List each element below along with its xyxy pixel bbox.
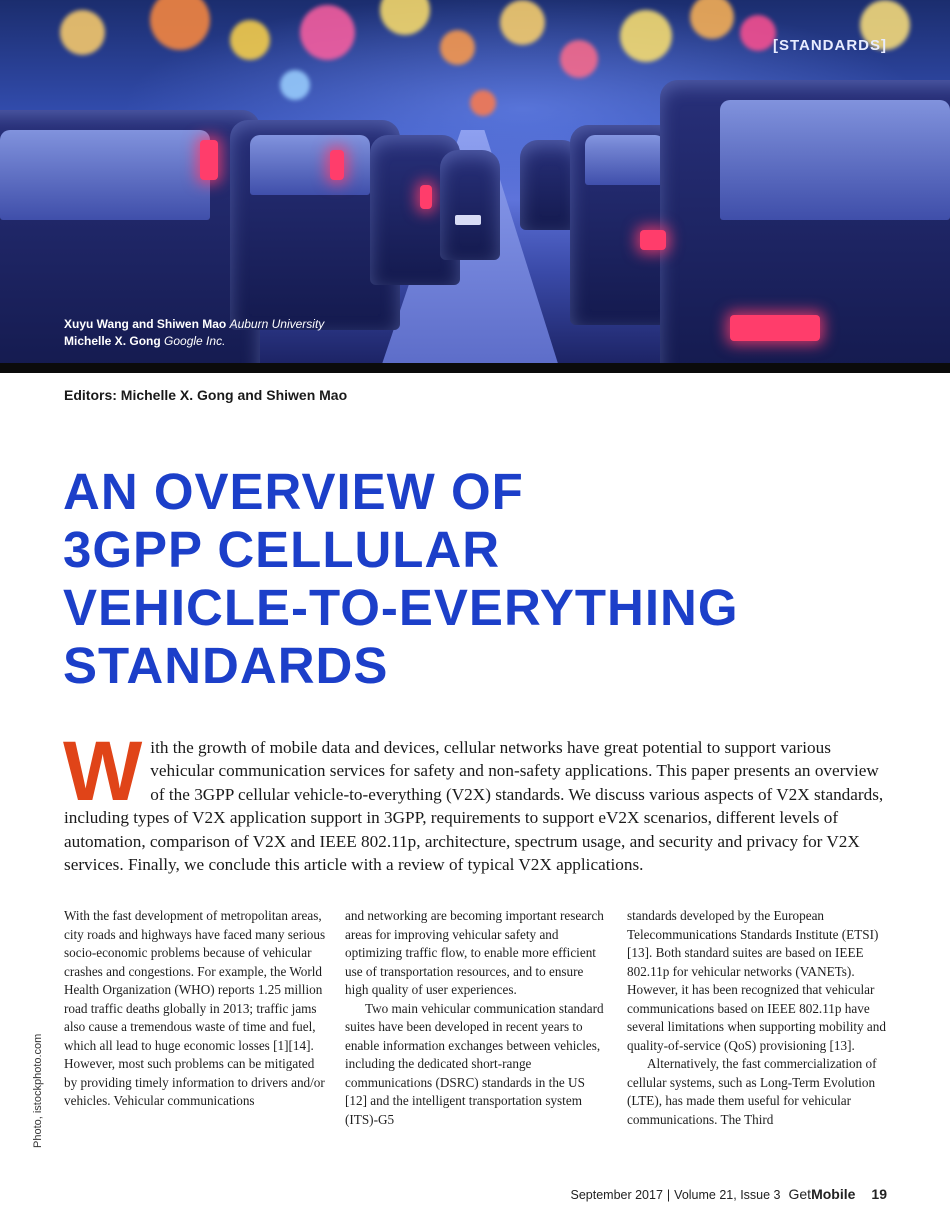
drop-cap: W xyxy=(63,724,143,818)
editors-line: Editors: Michelle X. Gong and Shiwen Mao xyxy=(64,387,348,403)
author-name: Xuyu Wang and Shiwen Mao xyxy=(64,317,227,331)
bokeh-light xyxy=(60,10,105,55)
abstract xyxy=(63,724,884,876)
paragraph: standards developed by the European Telecommunications Standards Institute (ETSI) [13]. Both standard suites are based on IEEE 802.11p for vehicular networks (VANETs). However, it has been recognized that vehicular communications based on IEEE 802.11p have several limitations when supporting mobility and quality-of-service (QoS) provisioning [13]. xyxy=(627,908,886,1053)
author-line xyxy=(64,333,324,350)
car-window xyxy=(720,100,950,220)
page-number: 19 xyxy=(871,1186,887,1202)
brand-mobile: Mobile xyxy=(811,1186,856,1202)
license-plate xyxy=(455,215,481,225)
paragraph: Two main vehicular communication standard suites have been developed in recent years to enable information exchanges between vehicles, including the dedicated short-range communications (DSRC) standards in the US [12] and the intelligent transportation system (ITS)-G5 xyxy=(345,1000,604,1127)
author-affiliation: Auburn University xyxy=(229,317,325,331)
car-window xyxy=(250,135,370,195)
title-line: STANDARDS xyxy=(63,637,389,694)
bokeh-light xyxy=(470,90,496,116)
footer-separator: | xyxy=(666,1188,671,1202)
tail-light xyxy=(420,185,432,209)
abstract-text: ith the growth of mobile data and devices, cellular networks have great potential to support various vehicular communication services for safety and non-safety applications. This paper presents an overview of the 3GPP cellular vehicle-to-everything (V2X) standards. We discuss various aspects of V2X standards, including types of V2X application support in 3GPP, requirements to support eV2X scenarios, different levels of automation, comparison of V2X and IEEE 802.11p, architecture, spectrum usage, and security and privacy for V2X services. Finally, we conclude this article with a review of typical V2X applications. xyxy=(64,738,884,875)
bokeh-light xyxy=(230,20,270,60)
column-1 xyxy=(64,907,326,1111)
hero-photo xyxy=(0,0,950,363)
column-2 xyxy=(345,907,607,1129)
bokeh-light xyxy=(620,10,672,62)
author-name: Michelle X. Gong xyxy=(64,334,161,348)
car-window xyxy=(585,135,665,185)
bokeh-light xyxy=(150,0,210,50)
author-affiliation: Google Inc. xyxy=(164,334,226,348)
divider-bar xyxy=(0,363,950,373)
author-line xyxy=(64,316,324,333)
brand-get: Get xyxy=(788,1186,812,1202)
paragraph: With the fast development of metropolitan areas, city roads and highways have faced many serious socio-economic problems because of vehicular crashes and congestions. For example, the World Health Organization (WHO) reports 1.25 million road traffic deaths globally in 2013; traffic jams also cause a tremendous waste of time and fuel, which all lead to huge economic losses [1][14]. However, most such problems can be mitigated by providing timely information to drivers and/or vehicles. Vehicular communications xyxy=(64,908,326,1108)
tail-light xyxy=(330,150,344,180)
tail-light xyxy=(200,140,218,180)
car-window xyxy=(0,130,210,220)
bokeh-light xyxy=(440,30,475,65)
tail-light xyxy=(640,230,666,250)
body-columns xyxy=(64,907,884,1147)
photo-credit: Photo, istockphoto.com xyxy=(32,1033,44,1148)
footer-date: September 2017 xyxy=(570,1188,663,1202)
section-tag: [STANDARDS] xyxy=(772,37,887,54)
title-line: VEHICLE-TO-EVERYTHING xyxy=(63,579,739,636)
author-block xyxy=(64,316,324,350)
bokeh-light xyxy=(500,0,545,45)
title-line: 3GPP CELLULAR xyxy=(63,521,501,578)
column-3 xyxy=(627,907,889,1129)
bokeh-light xyxy=(300,5,355,60)
paragraph: and networking are becoming important research areas for improving vehicular safety and optimizing traffic flow, to enable more efficient use of transportation resources, and to ensure high quality of user experiences. xyxy=(345,908,604,997)
tail-light xyxy=(730,315,820,341)
bokeh-light xyxy=(690,0,734,39)
article-title xyxy=(63,463,883,695)
bokeh-light xyxy=(560,40,598,78)
bokeh-light xyxy=(280,70,310,100)
paragraph: Alternatively, the fast commercialization of cellular systems, such as Long-Term Evolution (LTE), has made them useful for vehicular communications. The Third xyxy=(627,1056,877,1127)
bokeh-light xyxy=(740,15,776,51)
title-line: AN OVERVIEW OF xyxy=(63,463,524,520)
bokeh-light xyxy=(380,0,430,35)
car xyxy=(440,150,500,260)
footer-issue: Volume 21, Issue 3 xyxy=(674,1188,781,1202)
page-footer xyxy=(570,1186,887,1202)
